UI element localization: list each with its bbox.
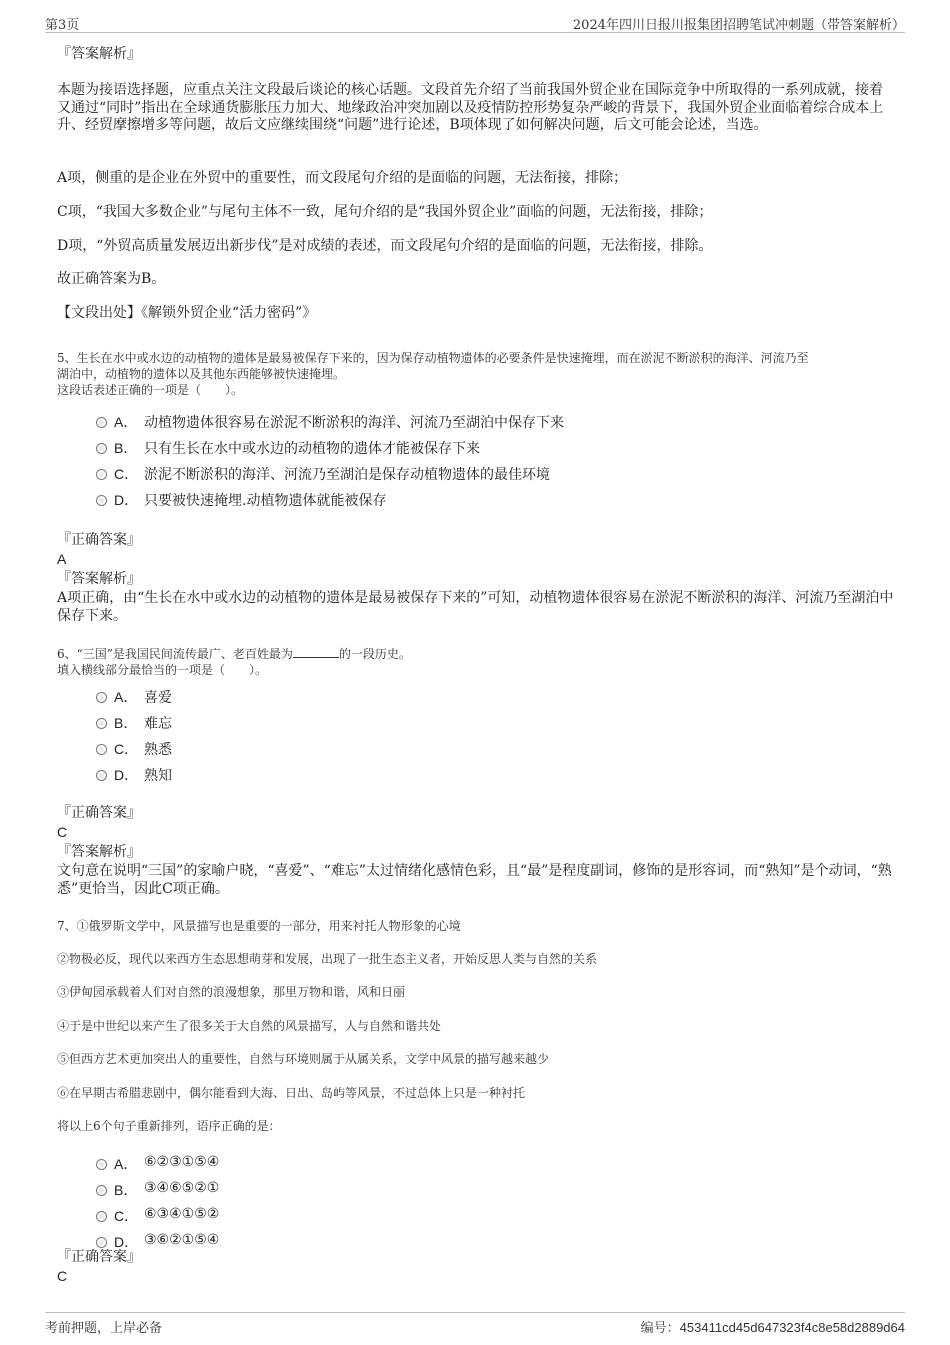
q5-analysis: A项正确，由“生长在水中或水边的动植物的遗体是最易被保存下来的”可知，动植物遗体很容易在淤泥不断淤积的海洋、河流乃至湖泊中保存下来。 xyxy=(57,590,894,624)
q7-options xyxy=(96,1152,886,1256)
q6-options xyxy=(96,685,886,789)
radio-icon[interactable] xyxy=(96,1185,107,1196)
q4-option-d-explanation: D项，“外贸高质量发展迈出新步伐”是对成绩的表述，而文段尾句介绍的是面临的问题，无法衔接，排除。 xyxy=(57,238,713,254)
q7-option-c[interactable]: C． ⑥③④①⑤② xyxy=(96,1204,886,1230)
fill-blank xyxy=(293,647,339,658)
page-header xyxy=(45,12,905,33)
q5-analysis-label: 『答案解析』 xyxy=(57,571,141,587)
radio-icon[interactable] xyxy=(96,744,107,755)
q7-sentence-3: ③伊甸园承载着人们对自然的浪漫想象，那里万物和谐，风和日丽 xyxy=(57,985,406,999)
q5-stem-line: 湖泊中，动植物的遗体以及其他东西能够被快速掩埋。 xyxy=(57,367,346,381)
q7-answer: C xyxy=(57,1268,68,1284)
q6-option-c[interactable]: C． 熟悉 xyxy=(96,737,886,763)
q6-question: 填入横线部分最恰当的一项是（ ）。 xyxy=(57,663,268,677)
radio-icon[interactable] xyxy=(96,770,107,781)
page-number: 第3页 xyxy=(45,18,80,33)
q7-option-b[interactable]: B． ③④⑥⑤②① xyxy=(96,1178,886,1204)
radio-icon[interactable] xyxy=(96,718,107,729)
q5-options xyxy=(96,410,886,514)
q5-option-c[interactable]: C． 淤泥不断淤积的海洋、河流乃至湖泊是保存动植物遗体的最佳环境 xyxy=(96,462,886,488)
radio-icon[interactable] xyxy=(96,692,107,703)
q6-option-a[interactable]: A． 喜爱 xyxy=(96,685,886,711)
q6-analysis-label: 『答案解析』 xyxy=(57,844,141,860)
q6-option-d[interactable]: D． 熟知 xyxy=(96,763,886,789)
q7-sentence-4: ④于是中世纪以来产生了很多关于大自然的风景描写，人与自然和谐共处 xyxy=(57,1019,442,1033)
page-footer xyxy=(45,1312,905,1337)
radio-icon[interactable] xyxy=(96,443,107,454)
q4-source: 【文段出处】《解锁外贸企业“活力密码”》 xyxy=(57,305,317,321)
footer-slogan: 考前押题，上岸必备 xyxy=(45,1321,163,1336)
q4-option-a-explanation: A项，侧重的是企业在外贸中的重要性，而文段尾句介绍的是面临的问题，无法衔接，排除； xyxy=(57,170,628,186)
q5-stem-line: 5、生长在水中或水边的动植物的遗体是最易被保存下来的，因为保存动植物遗体的必要条件是快速掩埋，而在淤泥不断淤积的海洋、河流乃至 xyxy=(57,351,809,365)
radio-icon[interactable] xyxy=(96,1237,107,1248)
document-title: 2024年四川日报川报集团招聘笔试冲刺题（带答案解析） xyxy=(572,18,905,33)
q4-conclusion: 故正确答案为B。 xyxy=(57,271,166,287)
q4-analysis-paragraph: 本题为接语选择题，应重点关注文段最后谈论的核心话题。文段首先介绍了当前我国外贸企业在国际竞争中所取得的一系列成就，接着又通过“同时”指出在全球通货膨胀压力加大、地缘政治冲突加剧以及疫情防控形势复杂严峻的背景下，我国外贸企业面临着综合成本上升、经贸摩擦增多等问题，故后文应继续围绕“问题”进行论述，B项体现了如何解决问题，后文可能会论述，当选。 xyxy=(57,82,884,133)
q5-option-d[interactable]: D． 只要被快速掩埋.动植物遗体就能被保存 xyxy=(96,488,886,514)
q7-option-a[interactable]: A． ⑥②③①⑤④ xyxy=(96,1152,886,1178)
q5-option-a[interactable]: A． 动植物遗体很容易在淤泥不断淤积的海洋、河流乃至湖泊中保存下来 xyxy=(96,410,886,436)
q7-sentence-6: ⑥在早期古希腊悲剧中，偶尔能看到大海、日出、岛屿等风景，不过总体上只是一种衬托 xyxy=(57,1086,526,1100)
q6-stem: 6、“三国”是我国民间流传最广、老百姓最为 的一段历史。 填入横线部分最恰当的一项是（ ）。 xyxy=(57,646,895,678)
q6-option-b[interactable]: B． 难忘 xyxy=(96,711,886,737)
q6-answer: C xyxy=(57,824,68,840)
q5-answer-label: 『正确答案』 xyxy=(57,532,141,548)
q5-answer: A xyxy=(57,551,67,567)
q7-option-d[interactable]: D． ③⑥②①⑤④ xyxy=(96,1230,886,1256)
radio-icon[interactable] xyxy=(96,1211,107,1222)
radio-icon[interactable] xyxy=(96,417,107,428)
q4-option-c-explanation: C项，“我国大多数企业”与尾句主体不一致，尾句介绍的是“我国外贸企业”面临的问题，无法衔接，排除； xyxy=(57,204,713,220)
q7-answer-label: 『正确答案』 xyxy=(57,1249,141,1265)
radio-icon[interactable] xyxy=(96,495,107,506)
q4-analysis-label: 『答案解析』 xyxy=(57,46,141,62)
q5-option-b[interactable]: B． 只有生长在水中或水边的动植物的遗体才能被保存下来 xyxy=(96,436,886,462)
q7-prompt: 将以上6个句子重新排列，语序正确的是： xyxy=(57,1119,281,1133)
radio-icon[interactable] xyxy=(96,469,107,480)
q6-analysis: 文句意在说明“三国”的家喻户晓，“喜爱”、“难忘”太过情绪化感情色彩，且“最”是程度副词，修饰的是形容词，而“熟知”是个动词，“熟悉”更恰当，因此C项正确。 xyxy=(57,863,892,897)
q5-stem xyxy=(57,350,895,398)
radio-icon[interactable] xyxy=(96,1159,107,1170)
q7-sentence-5: ⑤但西方艺术更加突出人的重要性，自然与环境则属于从属关系，文学中风景的描写越来越少 xyxy=(57,1052,550,1066)
document-code: 编号：453411cd45d647323f4c8e58d2889d64 xyxy=(640,1320,905,1336)
q7-sentence-1: 7、①俄罗斯文学中，风景描写也是重要的一部分，用来衬托人物形象的心境 xyxy=(57,919,461,933)
q7-sentence-2: ②物极必反，现代以来西方生态思想萌芽和发展，出现了一批生态主义者，开始反思人类与自然的关系 xyxy=(57,952,598,966)
q5-question: 这段话表述正确的一项是（ ）。 xyxy=(57,383,244,397)
q6-answer-label: 『正确答案』 xyxy=(57,805,141,821)
